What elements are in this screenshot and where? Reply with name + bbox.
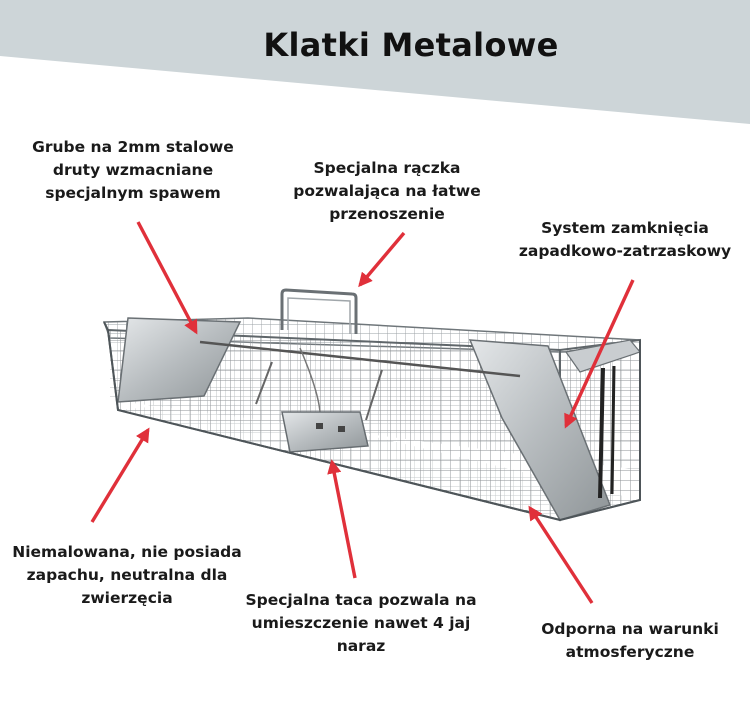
callout-unpainted <box>4 541 250 610</box>
arrow-unpainted <box>92 430 148 522</box>
callout-lock <box>510 217 740 263</box>
arrow-lock <box>566 280 633 426</box>
arrow-handle <box>360 233 404 285</box>
callout-tray-line-1: Specjalna taca pozwala na <box>245 591 477 609</box>
callout-wires-line-1: Grube na 2mm stalowe <box>32 138 234 156</box>
callout-unpainted-line-3: zwierzęcia <box>81 589 173 607</box>
callout-tray <box>236 589 486 658</box>
callout-lock-line-1: System zamknięcia <box>541 219 709 237</box>
callout-wires-line-3: specjalnym spawem <box>45 184 221 202</box>
callout-handle <box>277 157 497 226</box>
callout-tray-line-3: naraz <box>336 637 386 655</box>
callout-wires-line-2: druty wzmacniane <box>52 161 214 179</box>
callout-weather-line-1: Odporna na warunki <box>541 620 719 638</box>
callout-handle-line-2: pozwalająca na łatwe <box>293 182 481 200</box>
callout-tray-line-2: umieszczenie nawet 4 jaj <box>251 614 471 632</box>
arrow-tray <box>332 462 355 578</box>
page-title: Klatki Metalowe <box>263 26 559 64</box>
callout-unpainted-line-1: Niemalowana, nie posiada <box>12 543 242 561</box>
callout-unpainted-line-2: zapachu, neutralna dla <box>26 566 228 584</box>
arrow-weather <box>530 508 592 603</box>
callout-handle-line-3: przenoszenie <box>329 205 445 223</box>
callout-lock-line-2: zapadkowo-zatrzaskowy <box>518 242 732 260</box>
callout-weather-line-2: atmosferyczne <box>565 643 695 661</box>
arrow-wires <box>138 222 196 332</box>
callout-handle-line-1: Specjalna rączka <box>313 159 461 177</box>
callout-weather <box>518 618 742 664</box>
callout-wires <box>22 136 244 205</box>
